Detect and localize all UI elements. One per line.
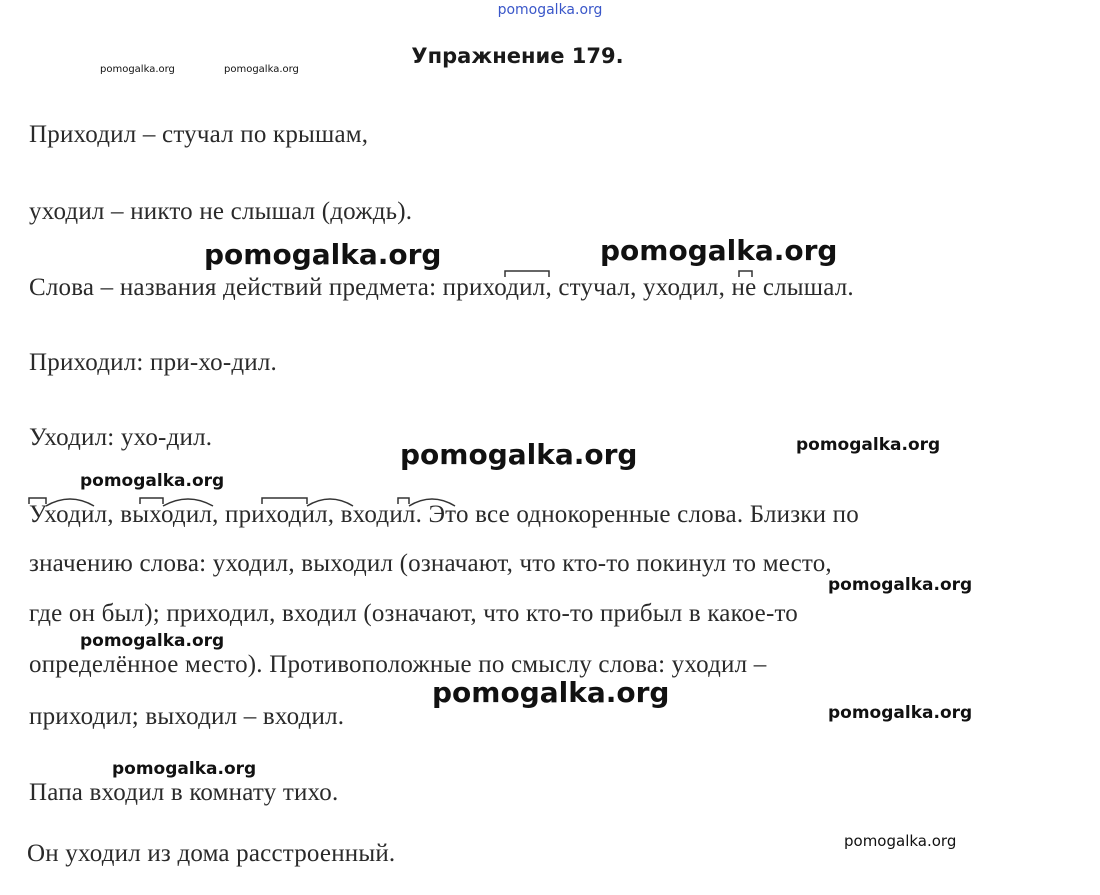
- watermark: pomogalka.org: [224, 64, 299, 75]
- watermark: pomogalka.org: [432, 676, 670, 709]
- text-line: Уходил: ухо-дил.: [29, 424, 213, 451]
- watermark: pomogalka.org: [80, 631, 225, 651]
- text-line: Приходил: при-хо-дил.: [29, 349, 278, 376]
- text-line: уходил – никто не слышал (дождь).: [29, 198, 413, 225]
- watermark: pomogalka.org: [112, 759, 257, 779]
- text-line: Он уходил из дома расстроенный.: [27, 840, 396, 867]
- watermark: pomogalka.org: [828, 575, 973, 595]
- watermark: pomogalka.org: [796, 435, 941, 455]
- watermark: pomogalka.org: [844, 832, 957, 850]
- watermark: pomogalka.org: [400, 438, 638, 471]
- text-line: Приходил – стучал по крышам,: [29, 121, 369, 148]
- text-line: где он был); приходил, входил (означают, что кто-то прибыл в какое-то: [29, 600, 798, 627]
- exercise-title: Упражнение 179.: [411, 44, 624, 68]
- watermark: pomogalka.org: [100, 64, 175, 75]
- text-line: Слова – названия действий предмета: приходил, стучал, уходил, не слышал.: [29, 274, 854, 301]
- text-line: определённое место). Противоположные по смыслу слова: уходил –: [29, 651, 767, 678]
- text-line: значению слова: уходил, выходил (означают, что кто-то покинул то место,: [29, 550, 832, 577]
- text-line: Папа входил в комнату тихо.: [29, 779, 339, 806]
- site-header-link[interactable]: pomogalka.org: [497, 2, 603, 18]
- watermark: pomogalka.org: [828, 703, 973, 723]
- watermark: pomogalka.org: [80, 471, 225, 491]
- watermark: pomogalka.org: [600, 234, 838, 267]
- text-line: приходил; выходил – входил.: [29, 703, 345, 730]
- text-line: Уходил, выходил, приходил, входил. Это все однокоренные слова. Близки по: [29, 501, 859, 528]
- watermark: pomogalka.org: [204, 238, 442, 271]
